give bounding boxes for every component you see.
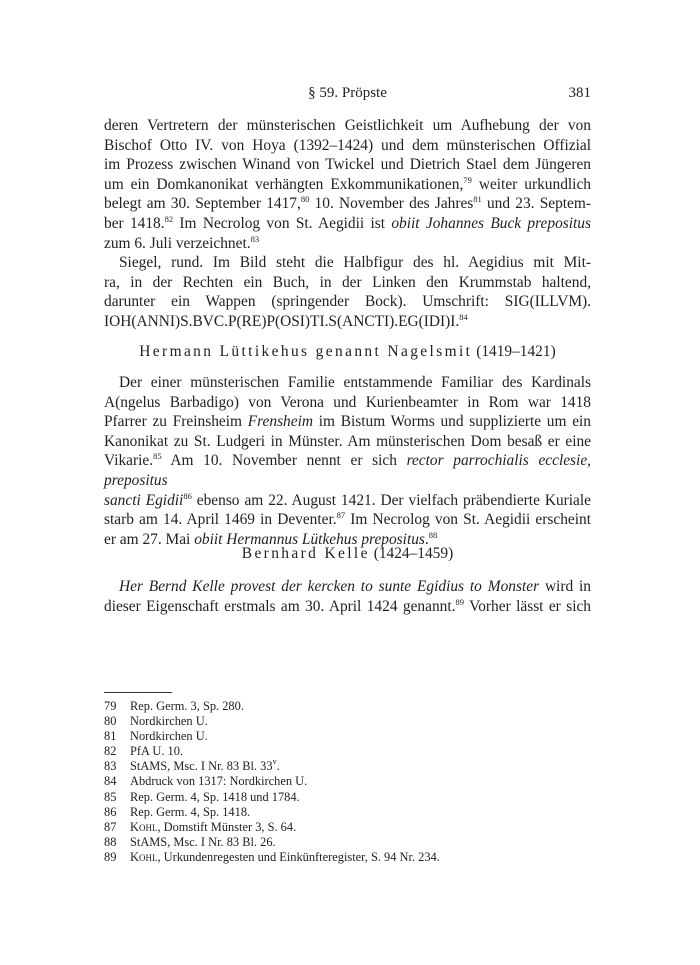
footnote bbox=[104, 820, 591, 835]
footnote-ref: 89 bbox=[455, 596, 464, 607]
running-title: § 59. Pröpste bbox=[308, 85, 387, 101]
text-line: deren Vertretern der münsterischen Geistlichkeit um Aufhebung der von bbox=[104, 117, 591, 134]
footnote-number: 89 bbox=[104, 849, 117, 864]
page-number: 381 bbox=[568, 85, 591, 101]
text-line: IOH(ANNI)S.BVC.P(RE)P(OSI)TI.S(ANCTI).EG(IDI)I.$^{84}$ bbox=[104, 311, 468, 330]
footnote-number: 81 bbox=[104, 729, 117, 744]
footnote-ref: 81 bbox=[473, 194, 482, 205]
footnote-ref: 87 bbox=[336, 510, 346, 521]
paragraph-kelle bbox=[104, 577, 591, 616]
footnote bbox=[104, 756, 591, 774]
footnote-number: 82 bbox=[104, 744, 117, 759]
text-line: zum 6. Juli verzeichnet.$^{83}$ bbox=[104, 233, 260, 252]
footnote-ref: 85 bbox=[153, 451, 162, 462]
footnote bbox=[104, 805, 591, 820]
running-header bbox=[104, 85, 591, 105]
section-heading-luettikehus bbox=[104, 343, 591, 361]
footnote-text: Rep. Germ. 3, Sp. 280. bbox=[130, 699, 244, 713]
paragraph-buck-continued bbox=[104, 116, 591, 332]
footnote-ref: 83 bbox=[250, 233, 260, 244]
text-line: um ein Domkanonikat verhängten Exkommunikationen,$^{79}$ weiter urkundlich bbox=[104, 174, 591, 193]
footnote-ref: 86 bbox=[183, 490, 192, 501]
heading-name: Hermann Lüttikehus genannt Nagelsmit bbox=[139, 343, 473, 360]
text-line: Pfarrer zu Freinsheim Frensheim im Bistum Worms und supplizierte um ein bbox=[104, 413, 592, 431]
footnote-ref: 79 bbox=[463, 174, 472, 185]
footnote bbox=[104, 850, 591, 865]
footnotes bbox=[104, 699, 591, 865]
footnote-author: Kohl bbox=[130, 849, 158, 864]
footnote-number: 87 bbox=[104, 819, 117, 834]
footnote-text: Rep. Germ. 4, Sp. 1418. bbox=[130, 804, 251, 819]
heading-name: Bernhard Kelle bbox=[241, 545, 370, 562]
footnote-superscript: v bbox=[272, 756, 277, 767]
footnote-number: 85 bbox=[104, 789, 117, 804]
footnote bbox=[104, 699, 591, 714]
heading-dates: (1419–1421) bbox=[476, 343, 556, 360]
text-line: Bischof Otto IV. von Hoya (1392–1424) und dem münsterischen Offizial bbox=[104, 136, 591, 154]
footnote bbox=[104, 835, 591, 850]
footnote-text: StAMS, Msc. I Nr. 83 Bl. 26. bbox=[130, 834, 276, 849]
text-line: Kanonikat zu St. Ludgeri in Münster. Am münsterischen Dom besaß er eine bbox=[104, 432, 591, 450]
footnote-number: 79 bbox=[104, 699, 117, 713]
footnote bbox=[104, 790, 591, 805]
footnote-ref: 84 bbox=[459, 311, 468, 322]
footnote-text: , Urkundenregesten und Einkünfteregister, S. 94 Nr. 234. bbox=[157, 849, 440, 864]
text-line: darunter ein Wappen (springender Bock). Umschrift: SIG(ILLVM). bbox=[104, 293, 591, 311]
text-line: sancti Egidii$^{86}$ ebenso am 22. August 1421. Der vielfach präbendierte Kuriale bbox=[104, 490, 591, 509]
footnote-text: PfA U. 10. bbox=[130, 744, 184, 759]
footnote-ref: 80 bbox=[300, 194, 310, 205]
text-line: Vikarie.$^{85}$ Am 10. November nennt er sich rector parrochialis ecclesie, prepositus bbox=[104, 451, 591, 489]
text-line: Der einer münsterischen Familie entstammende Familiar des Kardinals bbox=[119, 374, 591, 391]
text-line: ber 1418.82 Im Necrolog von St. Aegidii ist obiit Johannes Buck prepositus bbox=[104, 213, 591, 232]
footnote-text: StAMS, Msc. I Nr. 83 Bl. 33 bbox=[130, 759, 273, 774]
footnote bbox=[104, 714, 591, 729]
footnote bbox=[104, 774, 591, 789]
footnote-number: 86 bbox=[104, 804, 117, 819]
heading-dates: (1424–1459) bbox=[373, 545, 454, 562]
text-line: A(ngelus Barbadigo) von Verona und Kurienbeamter in Rom war 1418 bbox=[104, 393, 591, 411]
footnote bbox=[104, 744, 591, 759]
text-line: er am 27. Mai obiit Hermannus Lütkehus prepositus.$^{88}$ bbox=[104, 529, 438, 548]
footnote-text: Rep. Germ. 4, Sp. 1418 und 1784. bbox=[130, 789, 300, 804]
footnote-text: , Domstift Münster 3, S. 64. bbox=[157, 819, 297, 834]
footnote-text: Abdruck von 1317: Nordkirchen U. bbox=[130, 774, 308, 789]
text-line: im Prozess zwischen Winand von Twickel und Dietrich Stael dem Jüngeren bbox=[104, 156, 591, 174]
footnote bbox=[104, 729, 591, 744]
text-line: Siegel, rund. Im Bild steht die Halbfigur des hl. Aegidius mit Mit- bbox=[119, 254, 591, 272]
footnote-text: Nordkirchen U. bbox=[130, 729, 208, 744]
text-line: ra, in der Rechten ein Buch, in der Linken den Krummstab haltend, bbox=[104, 273, 591, 291]
footnote-author: Kohl bbox=[130, 819, 158, 834]
footnote-ref: 82 bbox=[164, 213, 174, 224]
footnote-divider bbox=[104, 692, 172, 693]
section-heading-kelle bbox=[104, 545, 591, 563]
footnote-text-end: . bbox=[276, 759, 280, 774]
footnote-number: 80 bbox=[104, 714, 117, 729]
paragraph-luettikehus bbox=[104, 373, 591, 549]
footnote-number: 88 bbox=[104, 834, 117, 849]
text-line: starb am 14. April 1469 in Deventer.$^{87}$ Im Necrolog von St. Aegidii erscheint bbox=[104, 510, 591, 529]
text-line: belegt am 30. September 1417,80 10. November des Jahres$^{81}$ und 23. Septem- bbox=[104, 194, 591, 213]
footnote-text: Nordkirchen U. bbox=[130, 714, 208, 729]
footnote-number: 83 bbox=[104, 759, 117, 774]
footnote-ref: 88 bbox=[428, 529, 438, 540]
text-line: Her Bernd Kelle provest der kercken to sunte Egidius to Monster wird in bbox=[119, 578, 591, 595]
footnote-number: 84 bbox=[104, 774, 117, 789]
text-line: dieser Eigenschaft erstmals am 30. April 1424 genannt.$^{89}$ Vorher lässt er sich bbox=[104, 596, 591, 615]
